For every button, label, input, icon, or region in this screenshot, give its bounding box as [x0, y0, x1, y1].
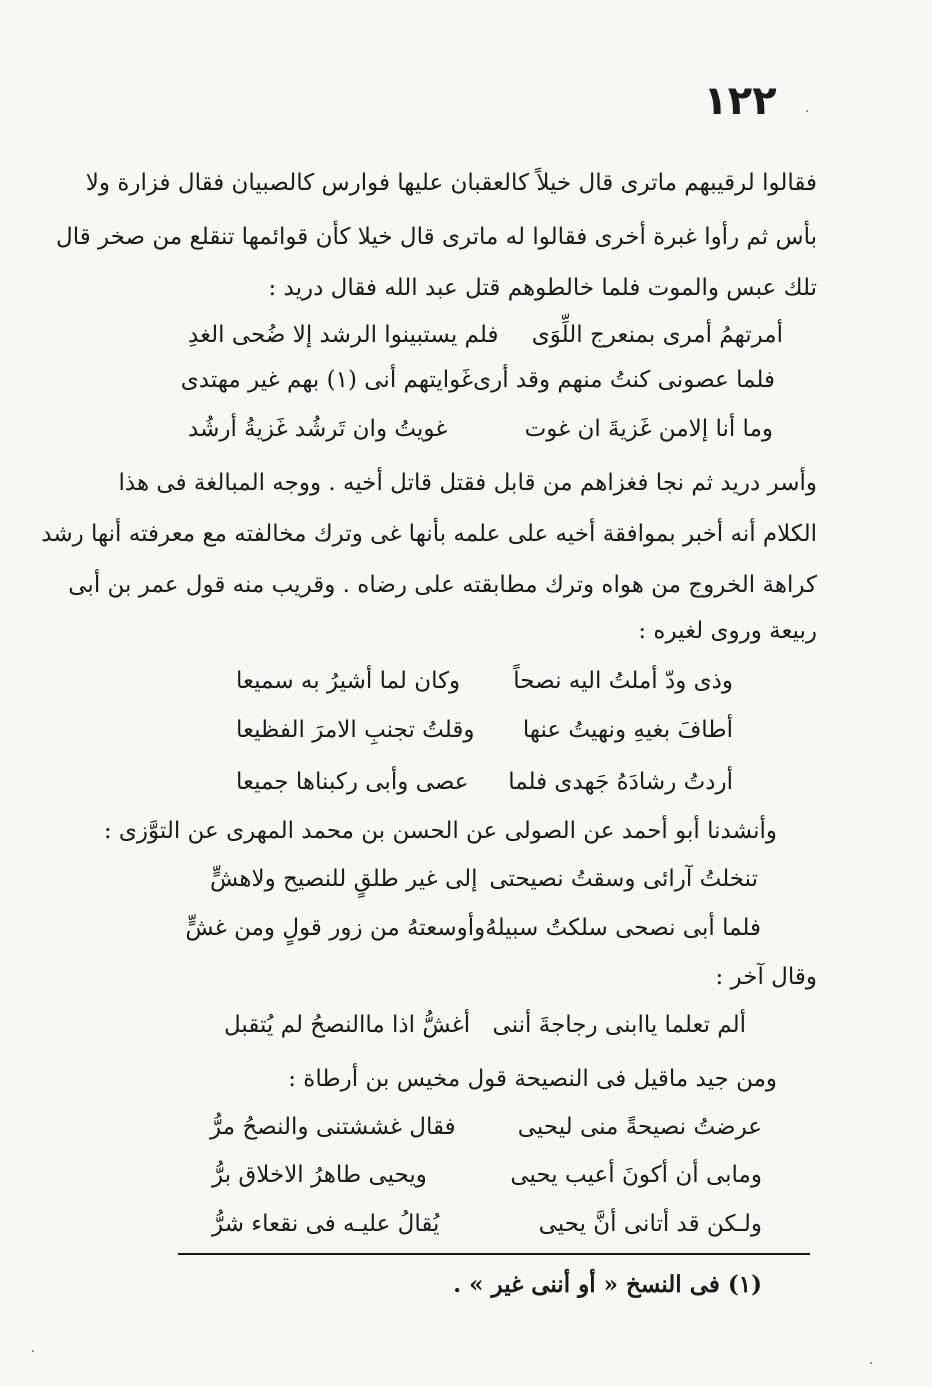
verse-second-hemistich: يُقالُ عليـه فى نقعاء شرُّ [212, 1211, 440, 1237]
poem-3-verse-2 [185, 911, 761, 945]
verse-first-hemistich: وما أنا إلامن غَزيةَ ان غوت [524, 416, 773, 442]
paragraph-1-line-2: بأس ثم رأوا غبرة أخرى فقالوا له ماترى قال خيلا كأن قوائمها تنقلع من صخر قال [56, 224, 817, 250]
paragraph-2-line-1: وأسر دريد ثم نجا فغزاهم من قابل فقتل قاتل أخيه . ووجه المبالغة فى هذا [118, 470, 817, 496]
verse-second-hemistich: فلم يستبينوا الرشد إلا ضُحى الغدِ [188, 322, 499, 348]
verse-second-hemistich: وقلتُ تجنبِ الامرَ الفظيعا [236, 717, 475, 743]
paragraph-1-line-1: فقالوا لرقيبهم ماترى قال خيلاً كالعقبان عليها فوارس كالصبيان فقال فزارة ولا [85, 170, 817, 196]
verse-second-hemistich: فقال غششتنى والنصحُ مرُّ [210, 1114, 456, 1140]
poem-5-verse-1 [210, 1110, 762, 1144]
verse-second-hemistich: عصى وأبى ركبناها جميعا [236, 769, 469, 795]
poem-3-intro: وأنشدنا أبو أحمد عن الصولى عن الحسن بن محمد المهرى عن التوَّزى : [103, 818, 777, 844]
verse-first-hemistich: ومابى أن أكونَ أعيب يحيى [510, 1162, 762, 1188]
verse-first-hemistich: تنخلتُ آرائى وسقتُ نصيحتى [489, 866, 758, 892]
verse-second-hemistich: إلى غير طلقٍ للنصيح ولاهشٍّ [210, 866, 478, 892]
verse-first-hemistich: أمرتهمُ أمرى بمنعرج اللِّوَى [531, 322, 783, 348]
poem-5-verse-3 [212, 1207, 762, 1241]
poem-1-verse-2 [180, 363, 775, 397]
verse-first-hemistich: عرضتُ نصيحةً منى ليحيى [517, 1114, 762, 1140]
verse-first-hemistich: وذى ودّ أملتُ اليه نصحاً [513, 668, 733, 694]
verse-second-hemistich: وكان لما أشيرُ به سميعا [236, 668, 461, 694]
scan-speck [32, 1350, 34, 1352]
poem-5-intro: ومن جيد ماقيل فى النصيحة قول مخيس بن أرطاة : [288, 1066, 777, 1092]
verse-first-hemistich: أردتُ رشادَهُ جَهدى فلما [508, 769, 733, 795]
poem-2-verse-1 [236, 664, 733, 698]
poem-1-verse-3 [188, 412, 773, 446]
poem-4-intro: وقال آخر : [715, 964, 817, 990]
footnote-separator [178, 1253, 810, 1255]
verse-second-hemistich: غويتُ وان تَرشُد غَزيةُ أرشُد [188, 416, 448, 442]
poem-5-verse-2 [212, 1158, 762, 1192]
verse-second-hemistich: ويحيى طاهرُ الاخلاق برُّ [212, 1162, 427, 1188]
scan-speck [870, 1362, 872, 1364]
verse-first-hemistich: ولـكن قد أتانى أنَّ يحيى [538, 1211, 762, 1237]
verse-second-hemistich: غَوايتهم أنى (١) بهم غير مهتدى [180, 367, 474, 393]
verse-first-hemistich: أطافَ بغيهِ ونهيتُ عنها [522, 717, 733, 743]
poem-3-verse-1 [210, 862, 758, 896]
verse-first-hemistich: فلما أبى نصحى سلكتُ سبيلهُ [485, 915, 761, 941]
poem-2-verse-2 [236, 713, 733, 747]
paragraph-2-line-3: كراهة الخروج من هواه وترك مطابقته على رضاه . وقريب منه قول عمر بن أبى [68, 572, 817, 598]
verse-first-hemistich: ألم تعلما ياابنى رجاجةَ أننى [492, 1012, 746, 1038]
poem-2-verse-3 [236, 765, 733, 799]
page-number: ١٢٢ [703, 78, 777, 124]
footnote: (١) فى النسخ « أو أننى غير » . [453, 1271, 762, 1298]
verse-second-hemistich: وأوسعتهُ من زور قولٍ ومن غشٍّ [185, 915, 486, 941]
scan-speck [806, 110, 808, 112]
paragraph-2-line-4: ربيعة وروى لغيره : [638, 618, 817, 644]
poem-1-verse-1 [188, 318, 783, 352]
poem-4-verse-1 [224, 1008, 746, 1042]
paragraph-1-line-3: تلك عبس والموت فلما خالطوهم قتل عبد الله فقال دريد : [268, 275, 817, 301]
verse-second-hemistich: أغشُّ اذا ماالنصحُ لم يُتقبل [224, 1012, 471, 1038]
verse-first-hemistich: فلما عصونى كنتُ منهم وقد أرى [473, 367, 775, 393]
paragraph-2-line-2: الكلام أنه أخبر بموافقة أخيه على علمه بأنها غى وترك مخالفته مع معرفته أنها رشد [41, 521, 817, 547]
